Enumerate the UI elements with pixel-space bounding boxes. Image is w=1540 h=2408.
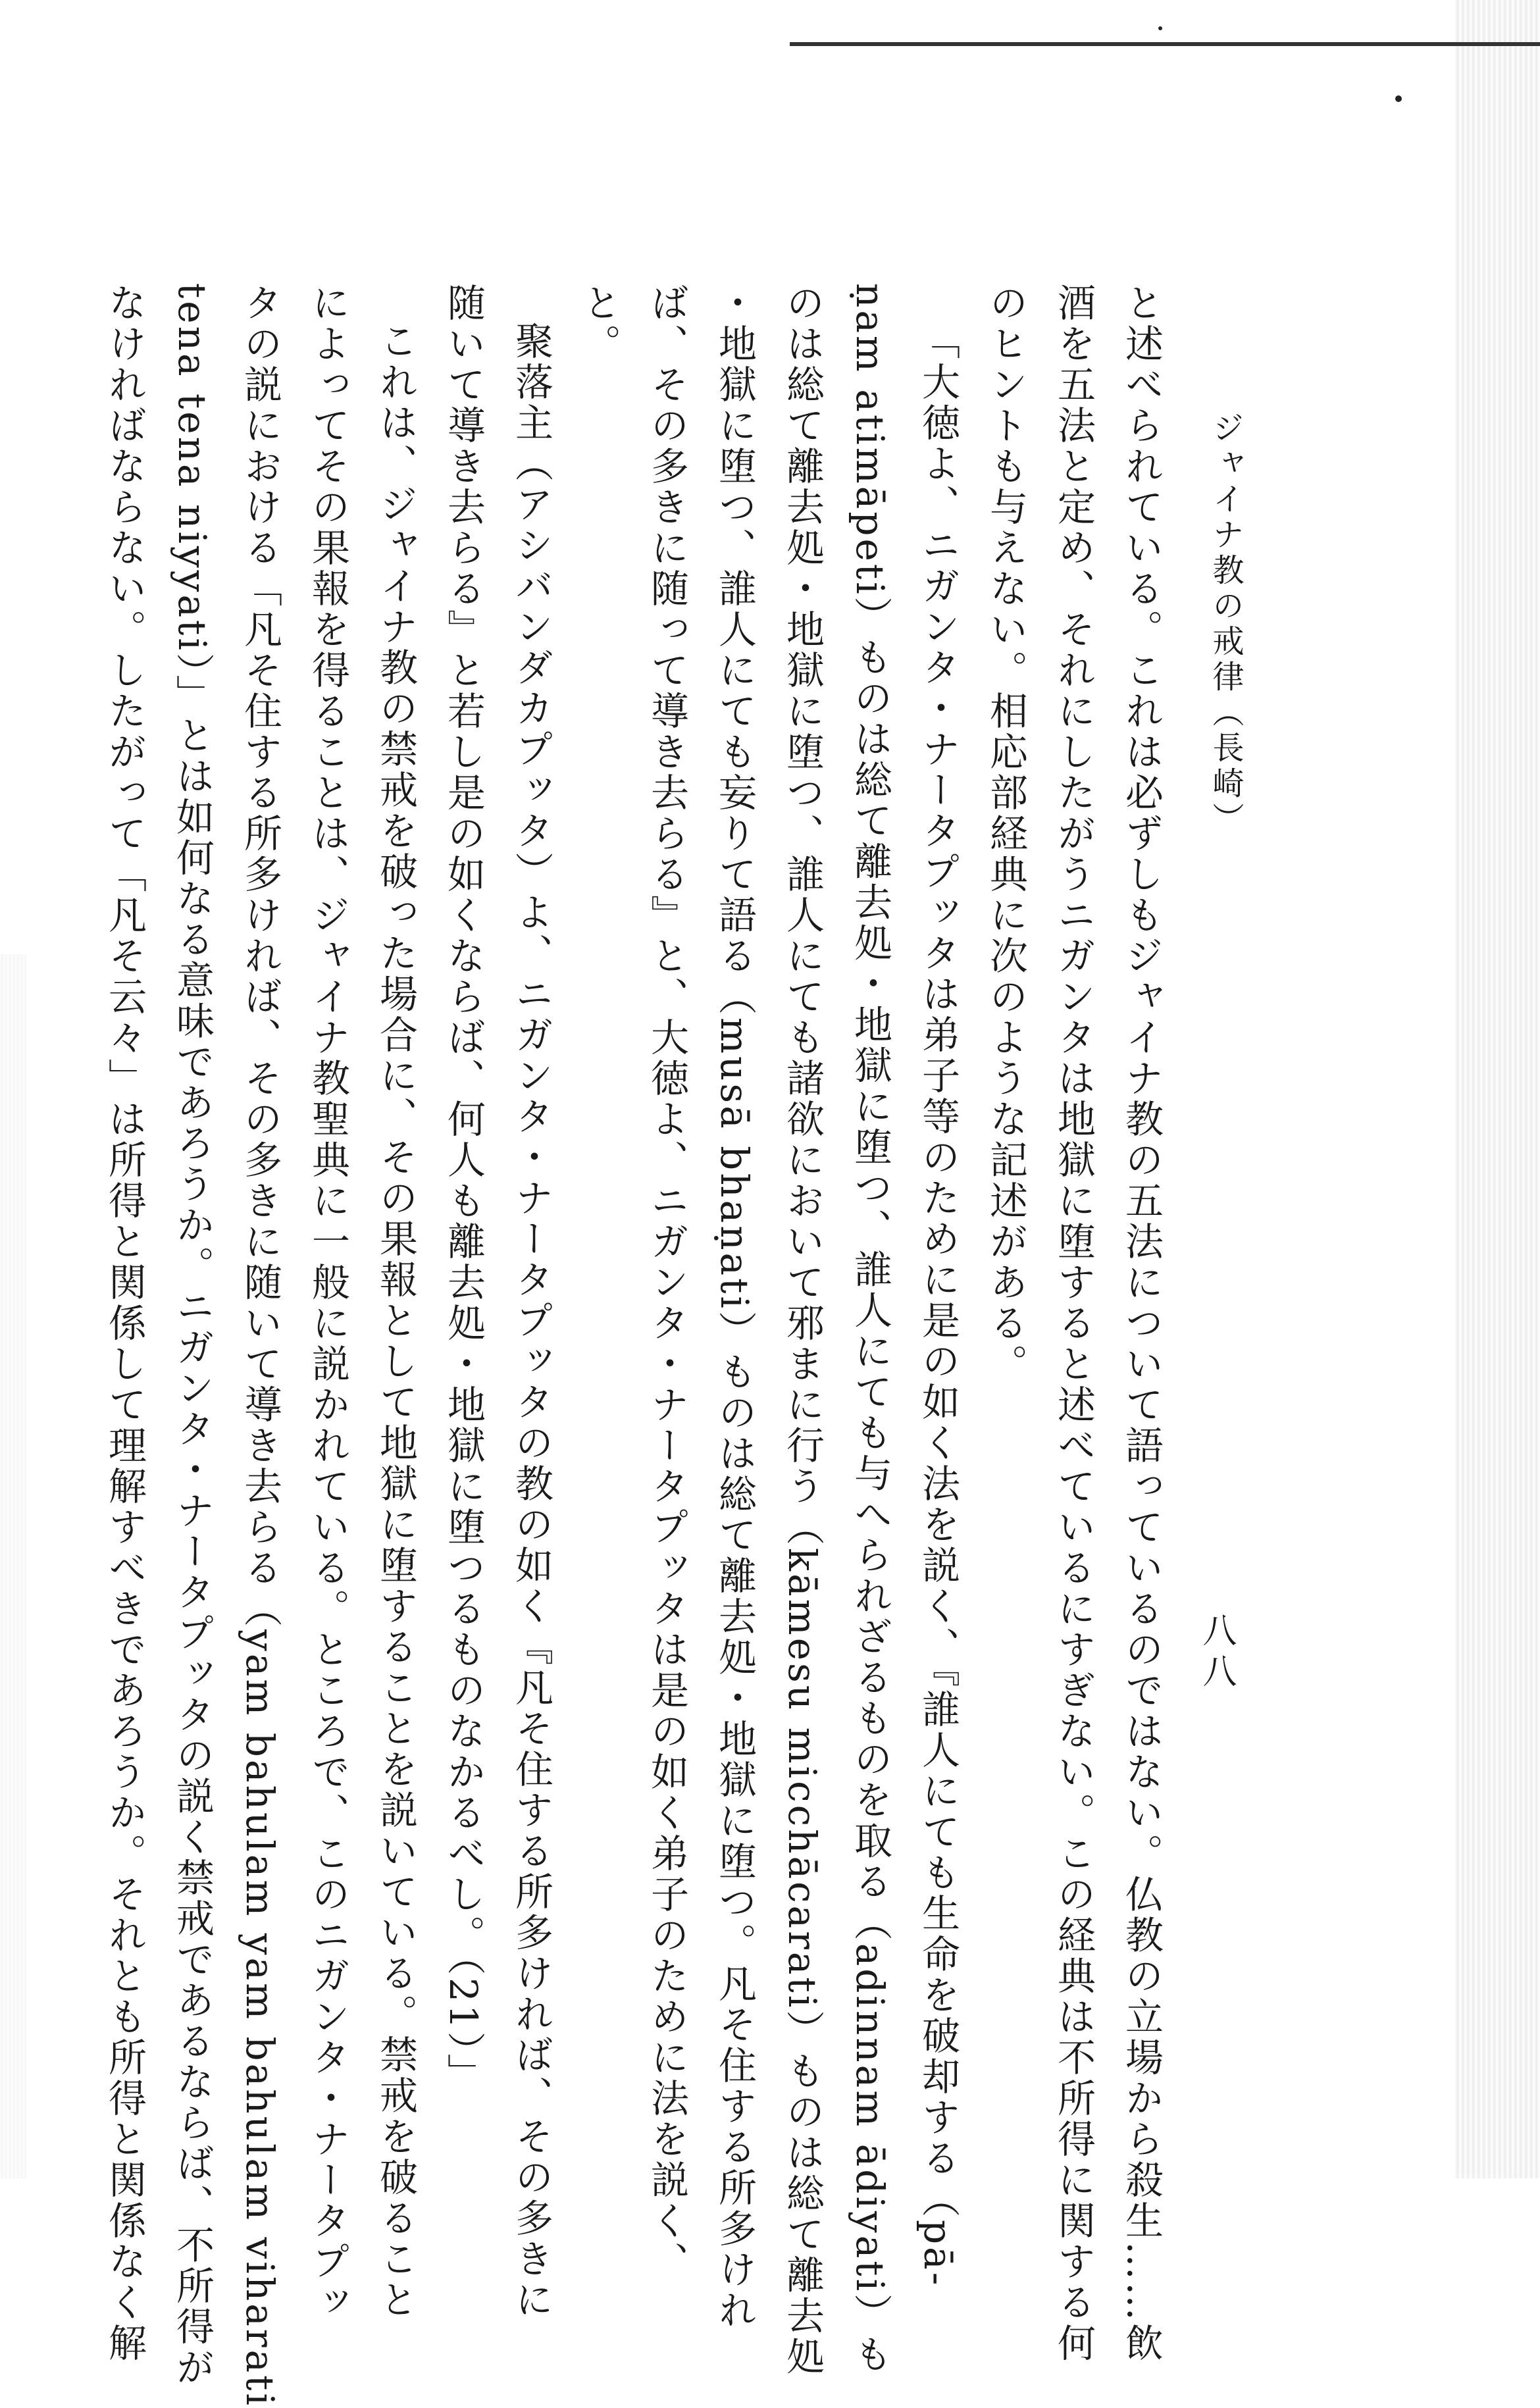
scan-speck	[1395, 95, 1402, 102]
text-line: ・地獄に堕つ、誰人にても妄りて語る（musā bhaṇati）ものは総て離去処・地獄に堕つ。凡そ住する所多けれ	[712, 283, 757, 2331]
text-line: 随いて導き去らる』と若し是の如くならば、何人も離去処・地獄に堕つるものなかるべし。（21）」	[441, 283, 486, 2094]
text-line: によってその果報を得ることは、ジャイナ教聖典に一般に説かれている。ところで、このニガンタ・ナータプッ	[305, 283, 350, 2323]
text-line: これは、ジャイナ教の禁戒を破った場合に、その果報として地獄に堕することを説いている。禁戒を破ること	[373, 321, 418, 2320]
text-line: のヒントも与えない。相応部経典に次のような記述がある。	[983, 283, 1028, 1385]
text-line: ṇam atimāpeti）ものは総て離去処・地獄に堕つ、誰人にても与へられざるものを取る（adinnam ādiyati）も	[848, 283, 892, 2376]
body-text	[102, 283, 1175, 2408]
text-line: タの説における「凡そ住する所多ければ、その多きに随いて導き去らる（yam bahulam yam bahulam viharati	[238, 283, 282, 2408]
text-line: ば、その多きに随って導き去らる』と、大徳よ、ニガンタ・ナータプッタは是の如く弟子のために法を説く、	[644, 283, 689, 2282]
running-title: ジャイナ教の戒律（長崎）	[1207, 411, 1244, 838]
text-line: のは総て離去処・地獄に堕つ、誰人にても諸欲において邪まに行う（kāmesu micchācarati）ものは総て離去処	[780, 283, 825, 2378]
text-line: 聚落主（アシバンダカプッタ）よ、ニガンタ・ナータプッタの教の如く『凡そ住する所多ければ、その多きに	[509, 321, 553, 2320]
scan-speck	[1158, 26, 1162, 30]
text-line: tena tena niyyati）」とは如何なる意味であろうか。ニガンタ・ナータプッタの説く禁戒であるならば、不所得が	[170, 283, 215, 2388]
text-line: 酒を五法と定め、それにしたがうニガンタは地獄に堕すると述べているにすぎない。この経典は不所得に関する何	[1051, 283, 1096, 2364]
scan-top-rule	[790, 42, 1540, 46]
scan-edge-right	[1454, 0, 1540, 2178]
text-line: と述べられている。これは必ずしもジャイナ教の五法について語っているのではない。仏教の立場から殺生……飲	[1119, 283, 1164, 2364]
scan-edge-left	[0, 954, 26, 2178]
text-line: 「大徳よ、ニガンタ・ナータプッタは弟子等のために是の如く法を説く、『誰人にても生命を破却する（pā-	[915, 321, 960, 2288]
page-number: 八八	[1196, 1612, 1236, 1694]
text-line: なければならない。したがって「凡そ云々」は所得と関係して理解すべきであろうか。それとも所得と関係なく解	[102, 283, 147, 2364]
text-line: と。	[577, 283, 621, 365]
